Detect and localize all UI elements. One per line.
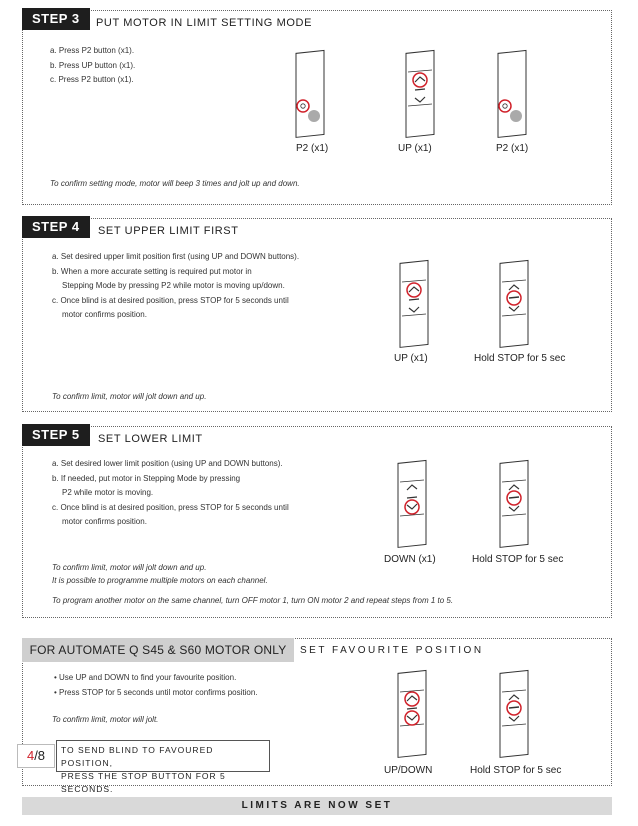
remote-stop-icon xyxy=(494,258,534,348)
list-item: Stepping Mode by pressing P2 while motor is moving up/down. xyxy=(62,281,285,290)
caption: Hold STOP for 5 sec xyxy=(472,554,564,565)
list-item: c. Press P2 button (x1). xyxy=(50,75,134,84)
remote-updown-icon xyxy=(392,668,432,758)
remote-p2-icon xyxy=(492,48,532,138)
step5-note: It is possible to programme multiple motors on each channel. xyxy=(52,576,268,585)
page-total: /8 xyxy=(34,748,46,763)
page-current: 4 xyxy=(26,748,35,763)
caption: UP/DOWN xyxy=(384,765,433,776)
remote-stop-icon xyxy=(494,668,534,758)
fav-title: SET FAVOURITE POSITION xyxy=(300,645,484,656)
step4-list xyxy=(52,250,299,323)
caption: DOWN (x1) xyxy=(384,554,436,565)
step4-title: SET UPPER LIMIT FIRST xyxy=(98,225,239,237)
step5-list xyxy=(52,457,289,530)
caption: Hold STOP for 5 sec xyxy=(470,765,562,776)
page-indicator xyxy=(17,744,55,768)
step4-note: To confirm limit, motor will jolt down and up. xyxy=(52,392,207,401)
remote-stop-icon xyxy=(494,458,534,548)
step5-note: To confirm limit, motor will jolt down and up. xyxy=(52,563,207,572)
callout-line: PRESS THE STOP BUTTON FOR 5 SECONDS. xyxy=(61,771,226,794)
list-item: a. Press P2 button (x1). xyxy=(50,46,135,55)
fav-note: To confirm limit, motor will jolt. xyxy=(52,715,159,724)
list-item: motor confirms position. xyxy=(62,517,147,526)
step3-title: PUT MOTOR IN LIMIT SETTING MODE xyxy=(96,17,313,29)
list-item: P2 while motor is moving. xyxy=(62,488,154,497)
list-item: b. When a more accurate setting is required put motor in xyxy=(52,266,252,276)
list-item: c. Once blind is at desired position, press STOP for 5 seconds until xyxy=(52,295,289,305)
list-item: c. Once blind is at desired position, press STOP for 5 seconds until xyxy=(52,502,289,512)
step4-tag: STEP 4 xyxy=(22,216,90,238)
list-item: b. If needed, put motor in Stepping Mode by pressing xyxy=(52,473,241,483)
caption: P2 (x1) xyxy=(496,143,529,154)
step3-note: To confirm setting mode, motor will beep 3 times and jolt up and down. xyxy=(50,179,300,188)
list-item: a. Set desired lower limit position (using UP and DOWN buttons). xyxy=(52,459,283,468)
list-item: b. Press UP button (x1). xyxy=(50,60,136,70)
caption: UP (x1) xyxy=(398,143,432,154)
list-item: • Use UP and DOWN to find your favourite position. xyxy=(54,673,237,682)
caption: UP (x1) xyxy=(394,353,428,364)
remote-down-icon xyxy=(392,458,432,548)
fav-callout xyxy=(56,740,270,794)
list-item: motor confirms position. xyxy=(62,310,147,319)
step5-tag: STEP 5 xyxy=(22,424,90,446)
remote-p2-icon xyxy=(290,48,330,138)
fav-list xyxy=(54,671,257,700)
list-item: a. Set desired upper limit position first (using UP and DOWN buttons). xyxy=(52,252,300,261)
remote-up-icon xyxy=(394,258,434,348)
footer-banner: LIMITS ARE NOW SET xyxy=(22,797,612,815)
callout-line: TO SEND BLIND TO FAVOURED POSITION, xyxy=(61,745,214,768)
step3-tag: STEP 3 xyxy=(22,8,90,30)
step5-note: To program another motor on the same channel, turn OFF motor 1, turn ON motor 2 and repeat steps from 1 to 5. xyxy=(52,596,454,605)
step5-title: SET LOWER LIMIT xyxy=(98,433,203,445)
list-item: • Press STOP for 5 seconds until motor confirms position. xyxy=(54,687,258,697)
caption: Hold STOP for 5 sec xyxy=(474,353,566,364)
remote-up-icon xyxy=(400,48,440,138)
caption: P2 (x1) xyxy=(296,143,329,154)
step3-list xyxy=(50,44,135,88)
fav-tag: FOR AUTOMATE Q S45 & S60 MOTOR ONLY xyxy=(22,638,294,662)
